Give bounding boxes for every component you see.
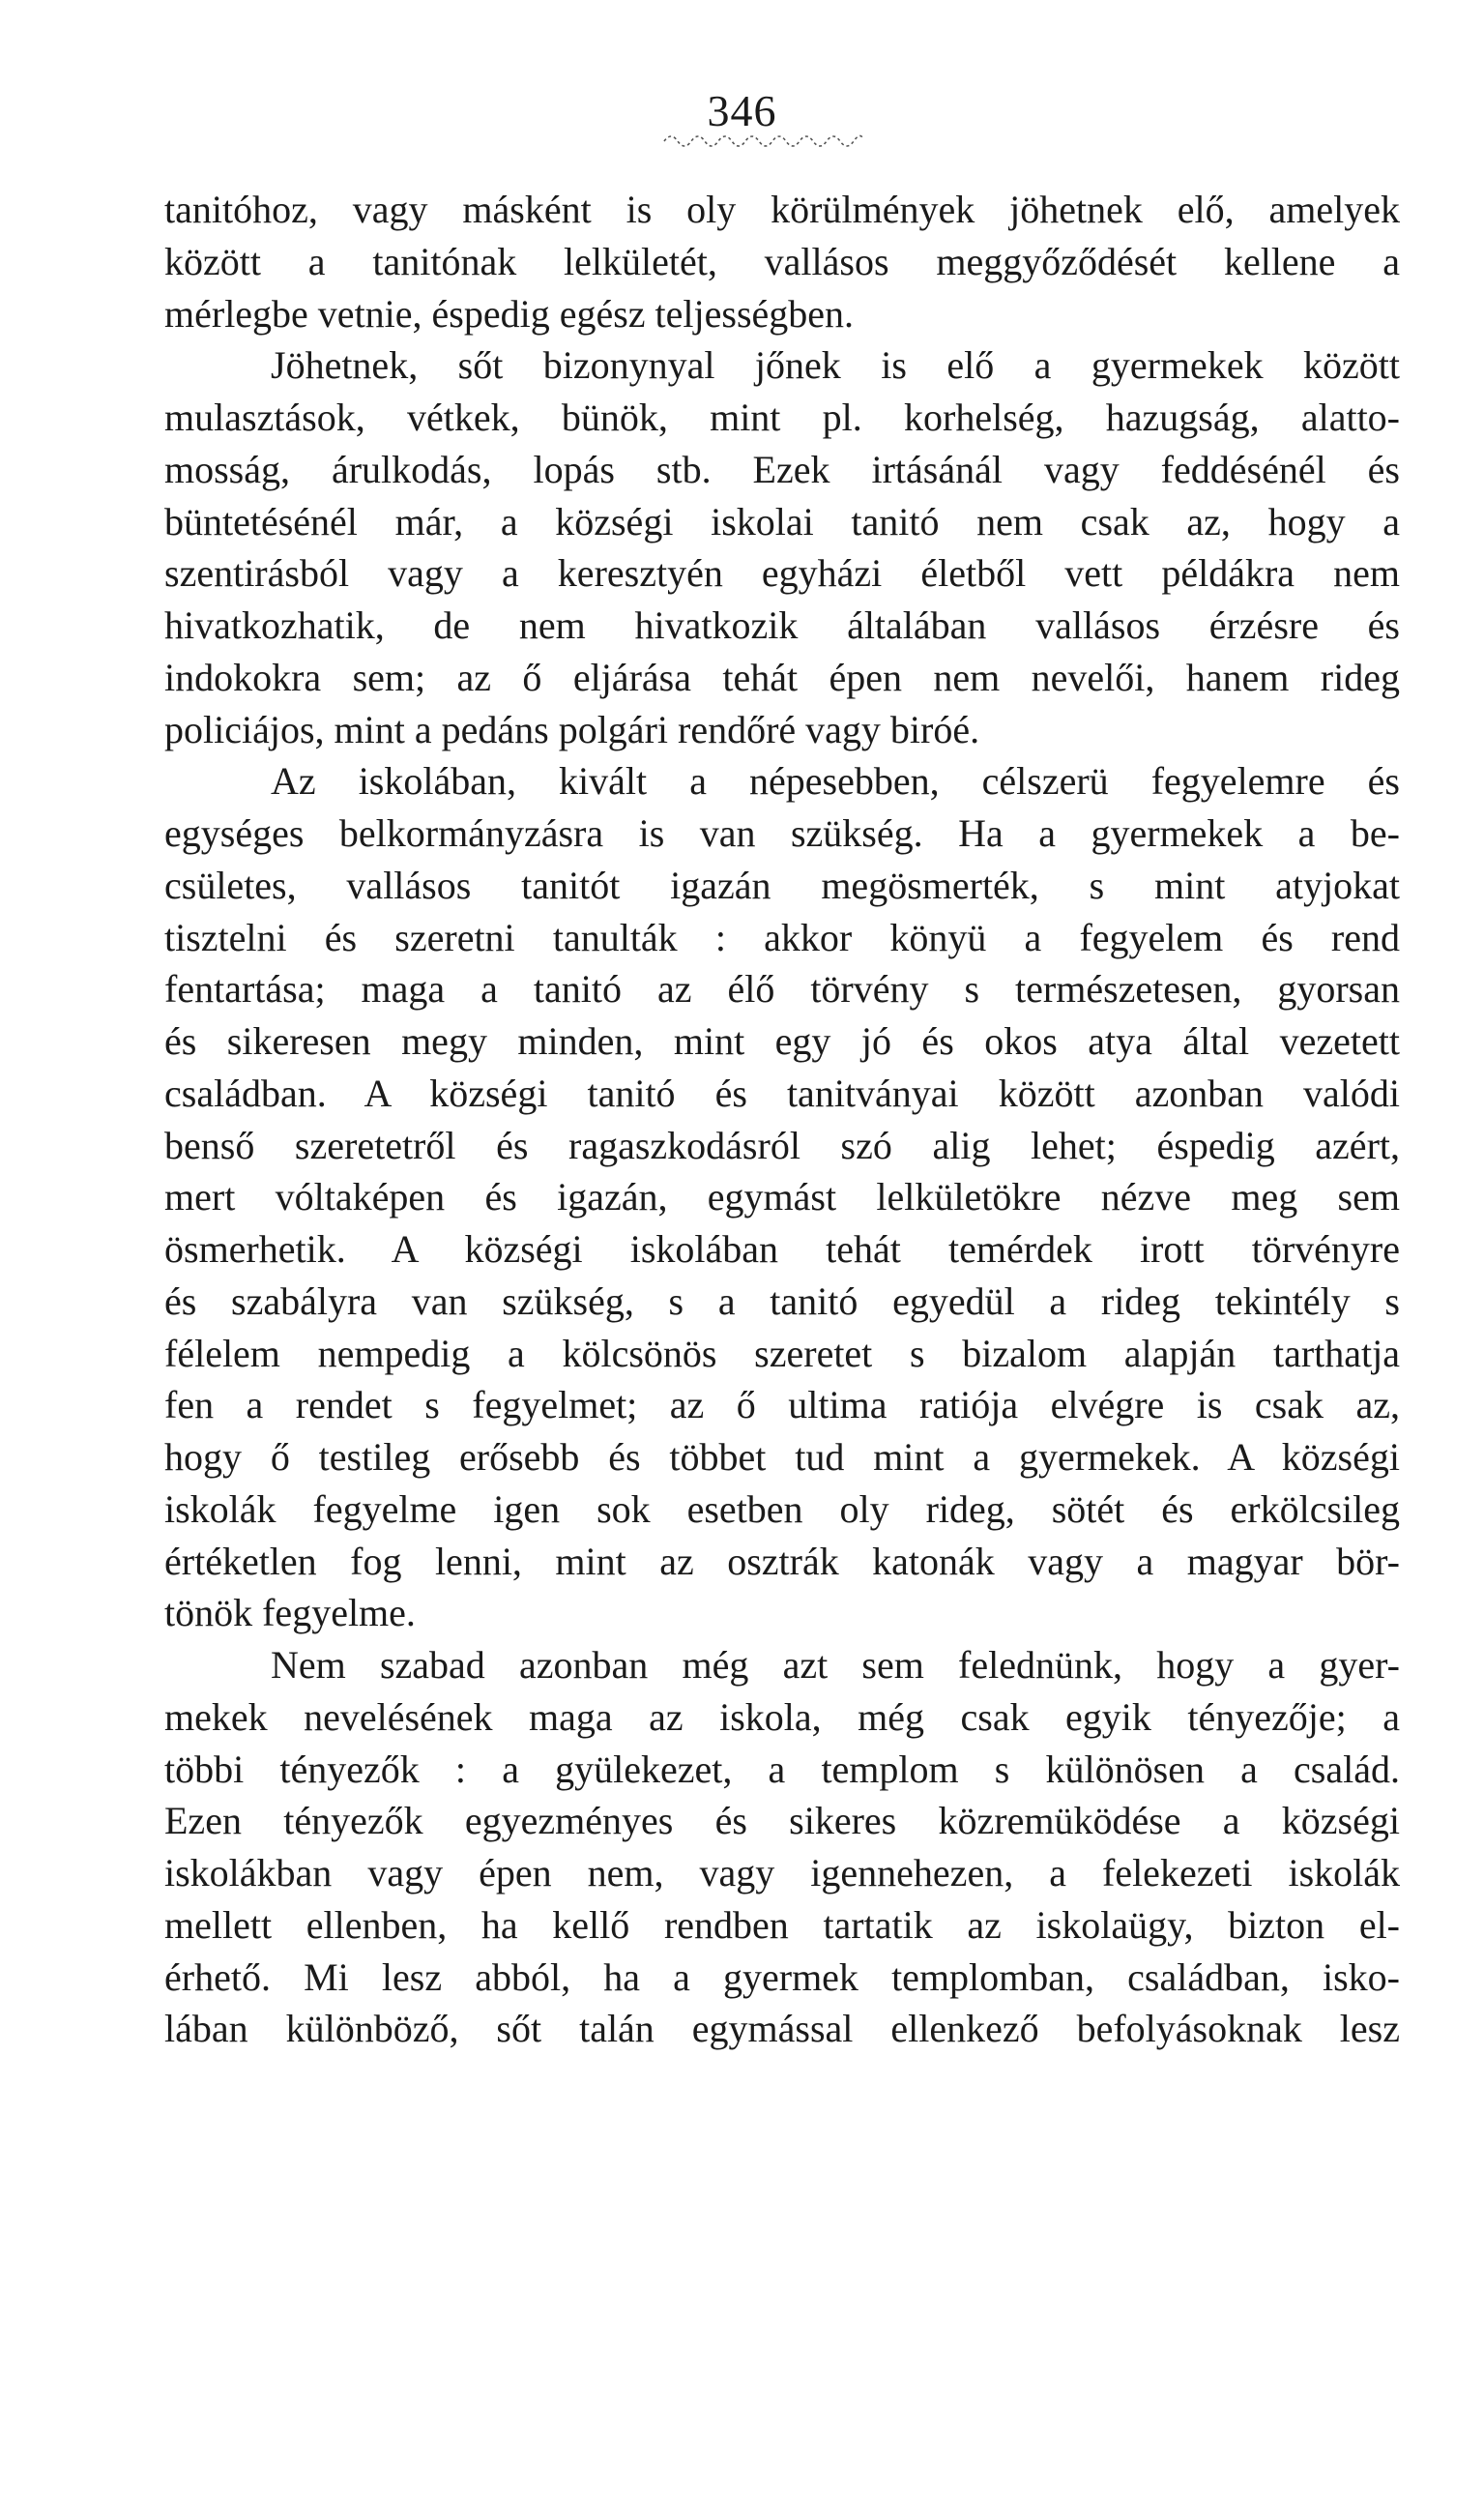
text-line: szentirásból vagy a keresztyén egyházi életből vett példákra nem [164,551,1400,596]
text-line: indokokra sem; az ő eljárása tehát épen nem nevelői, hanem rideg [164,655,1400,699]
text-line: fentartása; maga a tanitó az élő törvény s természetesen, gyorsan [164,967,1400,1012]
text-line: mellett ellenben, ha kellő rendben tartatik az iskolaügy, bizton el- [164,1902,1400,1947]
text-line: mérlegbe vetnie, éspedig egész teljességben. [164,291,855,336]
text-line: tanitóhoz, vagy másként is oly körülmények jöhetnek elő, amelyek [164,188,1400,231]
text-line: hivatkozhatik, de nem hivatkozik általában vallásos érzésre és [164,603,1400,647]
text-line: mulasztások, vétkek, bünök, mint pl. korhelség, hazugság, alatto- [164,396,1400,439]
text-line: csületes, vallásos tanitót igazán megösmerték, s mint atyjokat [164,863,1400,907]
body-text [164,184,1400,2055]
text-line: büntetésénél már, a községi iskolai tanitó nem csak az, hogy a [164,499,1400,543]
text-line: ösmerhetik. A községi iskolában tehát temérdek irott törvényre [164,1227,1400,1271]
text-line: mekek nevelésének maga az iskola, még csak egyik tényezője; a [164,1694,1400,1739]
text-line: Az iskolában, kivált a népesebben, célszerü fegyelemre és [271,759,1400,804]
text-line: tisztelni és szeretni tanulták : akkor könyü a fegyelem és rend [164,915,1400,959]
text-line: családban. A községi tanitó és tanitványai között azonban valódi [164,1071,1400,1115]
text-line: Jöhetnek, sőt bizonynyal jőnek is elő a gyermekek között [271,343,1400,388]
text-line: félelem nempedig a kölcsönös szeretet s bizalom alapján tarthatja [164,1331,1400,1375]
page-number: 346 [707,86,777,135]
text-line: iskolák fegyelme igen sok esetben oly rideg, sötét és erkölcsileg [164,1486,1400,1531]
text-line: hogy ő testileg erősebb és többet tud mint a gyermekek. A községi [164,1435,1400,1479]
text-line: Ezen tényezők egyezményes és sikeres közremüködése a községi [164,1799,1400,1843]
text-line: és szabályra van szükség, s a tanitó egyedül a rideg tekintély s [164,1278,1400,1323]
text-line: között a tanitónak lelkületét, vallásos meggyőződését kellene a [164,239,1400,283]
text-line: benső szeretetről és ragaszkodásról szó alig lehet; éspedig azért, [164,1123,1400,1167]
text-line: lában különböző, sőt talán egymással ellenkező befolyásoknak lesz [164,2007,1400,2051]
decorative-rule [662,128,865,151]
text-line: Nem szabad azonban még azt sem felednünk, hogy a gyer- [271,1643,1400,1687]
text-line: érhető. Mi lesz abból, ha a gyermek templomban, családban, isko- [164,1954,1400,1999]
text-line: és sikeresen megy minden, mint egy jó és okos atya által vezetett [164,1019,1400,1063]
text-line: fen a rendet s fegyelmet; az ő ultima ratiója elvégre is csak az, [164,1383,1400,1427]
text-line: értéketlen fog lenni, mint az osztrák katonák vagy a magyar bör- [164,1539,1400,1583]
text-line: tönök fegyelme. [164,1591,416,1635]
text-line: mert vóltaképen és igazán, egymást lelkületökre nézve meg sem [164,1175,1400,1219]
text-line: egységes belkormányzásra is van szükség. Ha a gyermekek a be- [164,811,1400,855]
text-line: iskolákban vagy épen nem, vagy igennehezen, a felekezeti iskolák [164,1851,1400,1895]
text-line: policiájos, mint a pedáns polgári rendőré vagy biróé. [164,707,980,751]
text-line: többi tényezők : a gyülekezet, a templom s különösen a család. [164,1747,1400,1791]
text-line: mosság, árulkodás, lopás stb. Ezek irtásánál vagy feddésénél és [164,447,1400,491]
